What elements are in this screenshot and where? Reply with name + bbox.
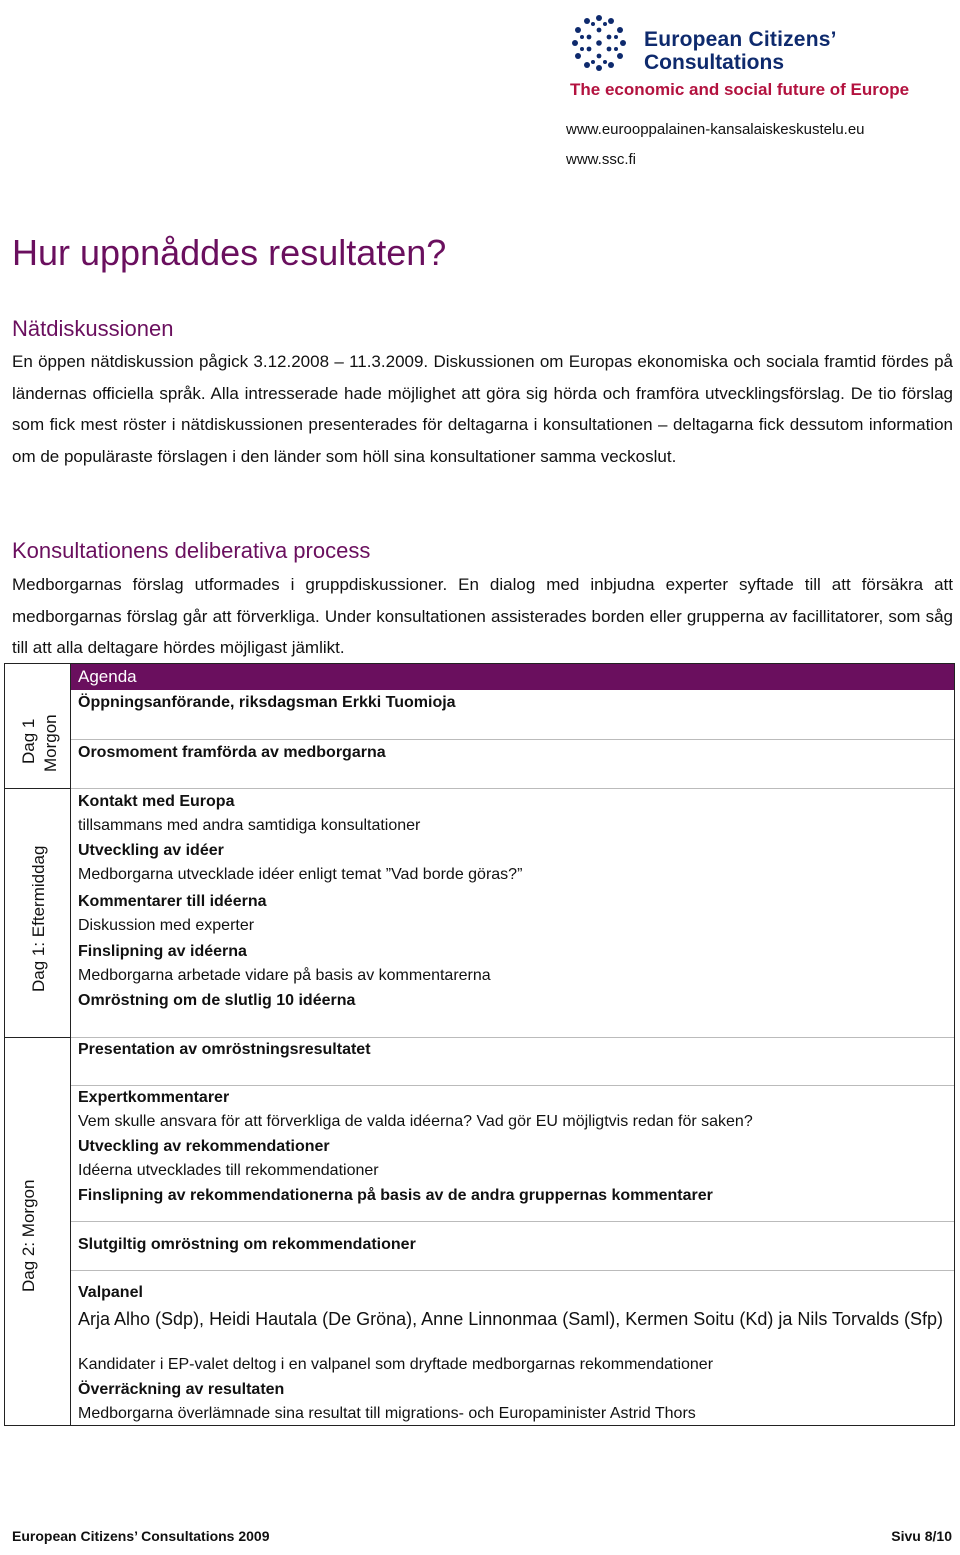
website-url-1[interactable]: www.eurooppalainen-kansalaiskeskustelu.eu — [566, 121, 865, 138]
side-label-dag1: Dag 1 — [19, 718, 38, 764]
stars-logo-icon — [566, 10, 632, 76]
agenda-item-title: Presentation av omröstningsresultatet — [78, 1041, 371, 1058]
row-divider — [71, 739, 954, 740]
day-divider — [5, 1037, 71, 1038]
agenda-item-title: Utveckling av idéer — [78, 842, 224, 859]
agenda-item-title: Valpanel — [78, 1284, 143, 1301]
row-divider — [71, 1221, 954, 1222]
agenda-item-title: Öppningsanförande, riksdagsman Erkki Tuomioja — [78, 694, 456, 711]
logo-title-line1: European Citizens’ — [644, 28, 837, 51]
row-divider — [71, 1270, 954, 1271]
agenda-item-title: Omröstning om de slutlig 10 idéerna — [78, 992, 356, 1009]
side-label-dag2-morgon: Dag 2: Morgon — [19, 1179, 38, 1292]
agenda-item-desc: Medborgarna arbetade vidare på basis av kommentarerna — [78, 967, 491, 984]
agenda-item-title: Finslipning av rekommendationerna på basis av de andra gruppernas kommentarer — [78, 1187, 713, 1204]
agenda-item-desc: Vem skulle ansvara för att förverkliga de valda idéerna? Vad gör EU möjligtvis redan för saken? — [78, 1113, 753, 1130]
website-url-2[interactable]: www.ssc.fi — [566, 151, 637, 168]
agenda-item-desc: Medborgarna utvecklade idéer enligt temat ”Vad borde göras?” — [78, 866, 523, 883]
section-text-natdiskussionen: En öppen nätdiskussion pågick 3.12.2008 – 11.3.2009. Diskussionen om Europas ekonomiska och sociala framtid fördes på ländernas officiella språk. Alla intresserade hade möjlighet att göra sig hörda och framföra utvecklingsförslag. De tio förslag som fick mest röster i nätdiskussionen presenterades för deltagarna i konsultationen – deltagarna fick dessutom information om de populäraste förslagen i den länder som höll sina konsultationer samma veckoslut. — [12, 352, 953, 466]
agenda-table — [4, 663, 955, 1426]
agenda-item-desc: tillsammans med andra samtidiga konsultationer — [78, 817, 421, 834]
agenda-item-title: Finslipning av idéerna — [78, 943, 247, 960]
agenda-item-title: Utveckling av rekommendationer — [78, 1138, 330, 1155]
agenda-item-panel: Arja Alho (Sdp), Heidi Hautala (De Gröna), Anne Linnonmaa (Saml), Kermen Soitu (Kd) ja Nils Torvalds (Sfp) — [78, 1309, 944, 1329]
side-label-dag1-eftermiddag: Dag 1: Eftermiddag — [29, 845, 48, 992]
logo-title-line2: Consultations — [644, 51, 784, 74]
agenda-item-desc: Kandidater i EP-valet deltog i en valpanel som dryftade medborgarnas rekommendationer — [78, 1356, 714, 1373]
section-heading-process: Konsultationens deliberativa process — [12, 538, 371, 563]
logo-tagline: The economic and social future of Europe — [570, 80, 910, 99]
agenda-item-title: Kontakt med Europa — [78, 793, 235, 810]
day-divider — [5, 788, 71, 789]
agenda-item-title: Överräckning av resultaten — [78, 1381, 285, 1398]
side-label-morgon: Morgon — [41, 714, 60, 772]
agenda-item-desc: Idéerna utvecklades till rekommendationer — [78, 1162, 379, 1179]
section-heading-natdiskussionen: Nätdiskussionen — [12, 316, 174, 341]
logo — [566, 6, 956, 102]
agenda-item-title: Kommentarer till idéerna — [78, 893, 267, 910]
agenda-header: Agenda — [78, 667, 137, 686]
agenda-item-desc: Medborgarna överlämnade sina resultat till migrations- och Europaminister Astrid Thors — [78, 1405, 696, 1422]
agenda-header-bar — [70, 664, 954, 690]
page-title: Hur uppnåddes resultaten? — [12, 232, 447, 273]
row-divider — [71, 1037, 954, 1038]
agenda-item-title: Slutgiltig omröstning om rekommendationer — [78, 1236, 416, 1253]
agenda-item-desc: Diskussion med experter — [78, 917, 255, 934]
agenda-item-title: Expertkommentarer — [78, 1089, 230, 1106]
row-divider — [71, 788, 954, 789]
footer-left: European Citizens’ Consultations 2009 — [12, 1528, 270, 1544]
column-divider — [70, 664, 71, 1425]
row-divider — [71, 1085, 954, 1086]
section-text-process: Medborgarnas förslag utformades i gruppdiskussioner. En dialog med inbjudna experter syftade till att försäkra att medborgarnas förslag går att förverkliga. Under konsultationen assisterades borden eller grupperna av facillitatorer, som såg till att alla deltagare hördes möjligast jämlikt. — [12, 575, 953, 657]
agenda-item-title: Orosmoment framförda av medborgarna — [78, 744, 386, 761]
footer-page-number: Sivu 8/10 — [891, 1528, 952, 1544]
